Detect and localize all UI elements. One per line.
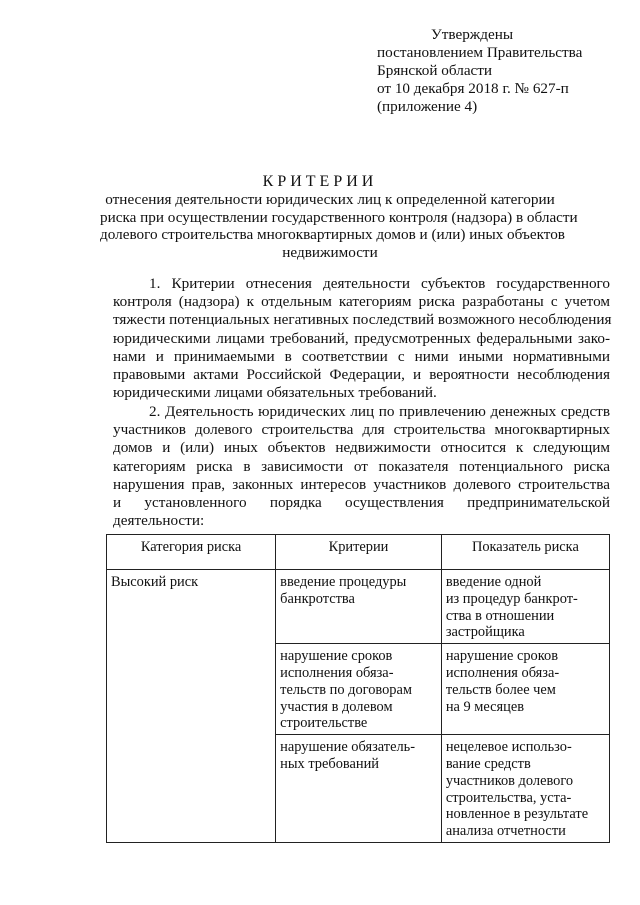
cell-line: застройщика: [445, 624, 525, 641]
cell-line: введение процедуры: [280, 574, 407, 590]
subtitle-line: долевого строительства многоквартирных домов и (или) иных объектов: [100, 226, 565, 243]
approval-line: Утверждены: [431, 26, 514, 43]
cell-line: банкротства: [280, 590, 355, 607]
cell-line: тельств по договорам: [280, 681, 412, 698]
paragraph-line: нарушения прав, законных интересов участников долевого строительства: [113, 475, 610, 493]
approval-block: [377, 26, 617, 116]
header-criteria: Критерии: [276, 535, 442, 570]
paragraph-line: нами и принимаемыми в соответствии с ними иными нормативными: [113, 347, 610, 365]
cell-line: исполнения обяза-: [445, 664, 560, 681]
indicator-cell: [441, 570, 609, 644]
approval-line: постановлением Правительства: [377, 44, 583, 61]
criteria-cell: [276, 570, 442, 644]
paragraph-line: 1. Критерии отнесения деятельности субъектов государственного: [149, 275, 610, 292]
paragraph-line: юридическими лицами требований, предусмотренных федеральными зако-: [113, 329, 610, 347]
paragraph-line: домов и (или) иных объектов недвижимости относится к следующим: [113, 439, 610, 457]
table-header-row: [107, 535, 610, 570]
criteria-cell: [276, 644, 442, 735]
paragraph-line: и установленного порядка осуществления предпринимательской: [113, 494, 610, 512]
paragraph-2: [113, 403, 610, 530]
cell-line: участников долевого: [445, 772, 574, 789]
approval-line: Брянской области: [377, 62, 493, 79]
table-row: [107, 570, 610, 644]
risk-category-cell: [107, 570, 276, 843]
paragraph-line: тяжести потенциальных негативных последствий возможного несоблюдения: [113, 311, 612, 329]
cell-line: нецелевое использо-: [445, 739, 572, 756]
cell-line: новленное в результате: [445, 806, 589, 823]
risk-criteria-table: [106, 534, 610, 843]
cell-line: строительстве: [280, 715, 368, 732]
cell-line: ства в отношении: [445, 607, 555, 624]
cell-line: из процедур банкрот-: [445, 590, 578, 607]
cell-line: тельств более чем: [445, 681, 556, 698]
cell-line: исполнения обяза-: [280, 664, 394, 681]
paragraph-line: 2. Деятельность юридических лиц по привлечению денежных средств: [149, 403, 610, 420]
cell-line: участия в долевом: [280, 698, 393, 715]
paragraph-line: участников долевого строительства для строительства многоквартирных: [113, 421, 610, 439]
subtitle-line: отнесения деятельности юридических лиц к определенной категории: [105, 191, 555, 208]
cell-line: на 9 месяцев: [445, 698, 525, 715]
paragraph-1: [113, 275, 610, 402]
subtitle-line: риска при осуществлении государственного контроля (надзора) в области: [100, 208, 578, 226]
document-title: КРИТЕРИИ: [262, 173, 378, 190]
cell-line: нарушение сроков: [280, 648, 393, 665]
approval-line: от 10 декабря 2018 г. № 627-п: [377, 80, 569, 97]
cell-line: строительства, уста-: [445, 789, 572, 806]
approval-line: (приложение 4): [377, 98, 478, 115]
indicator-cell: [441, 644, 609, 735]
cell-line: анализа отчетности: [445, 823, 566, 840]
cell-line: нарушение сроков: [445, 648, 558, 665]
cell-line: нарушение обязатель-: [280, 739, 415, 756]
indicator-cell: [441, 735, 609, 843]
header-risk-category: Категория риска: [107, 535, 276, 570]
paragraph-line: деятельности:: [113, 512, 205, 530]
header-risk-indicator: Показатель риска: [441, 535, 609, 570]
criteria-cell: [276, 735, 442, 843]
subtitle-line: недвижимости: [282, 243, 378, 261]
cell-line: ных требований: [280, 755, 379, 772]
cell-line: введение одной: [445, 574, 542, 590]
document-subtitle: [100, 191, 578, 261]
cell-line: Высокий риск: [111, 574, 199, 590]
cell-line: вание средств: [445, 755, 531, 772]
paragraph-line: юридическими лицами обязательных требований.: [113, 384, 437, 402]
paragraph-line: категориям риска в зависимости от показателя потенциального риска: [113, 457, 610, 475]
paragraph-line: контроля (надзора) к отдельным категориям риска разработаны с учетом: [113, 293, 610, 311]
paragraph-line: правовыми актами Российской Федерации, и вероятности несоблюдения: [113, 366, 610, 384]
